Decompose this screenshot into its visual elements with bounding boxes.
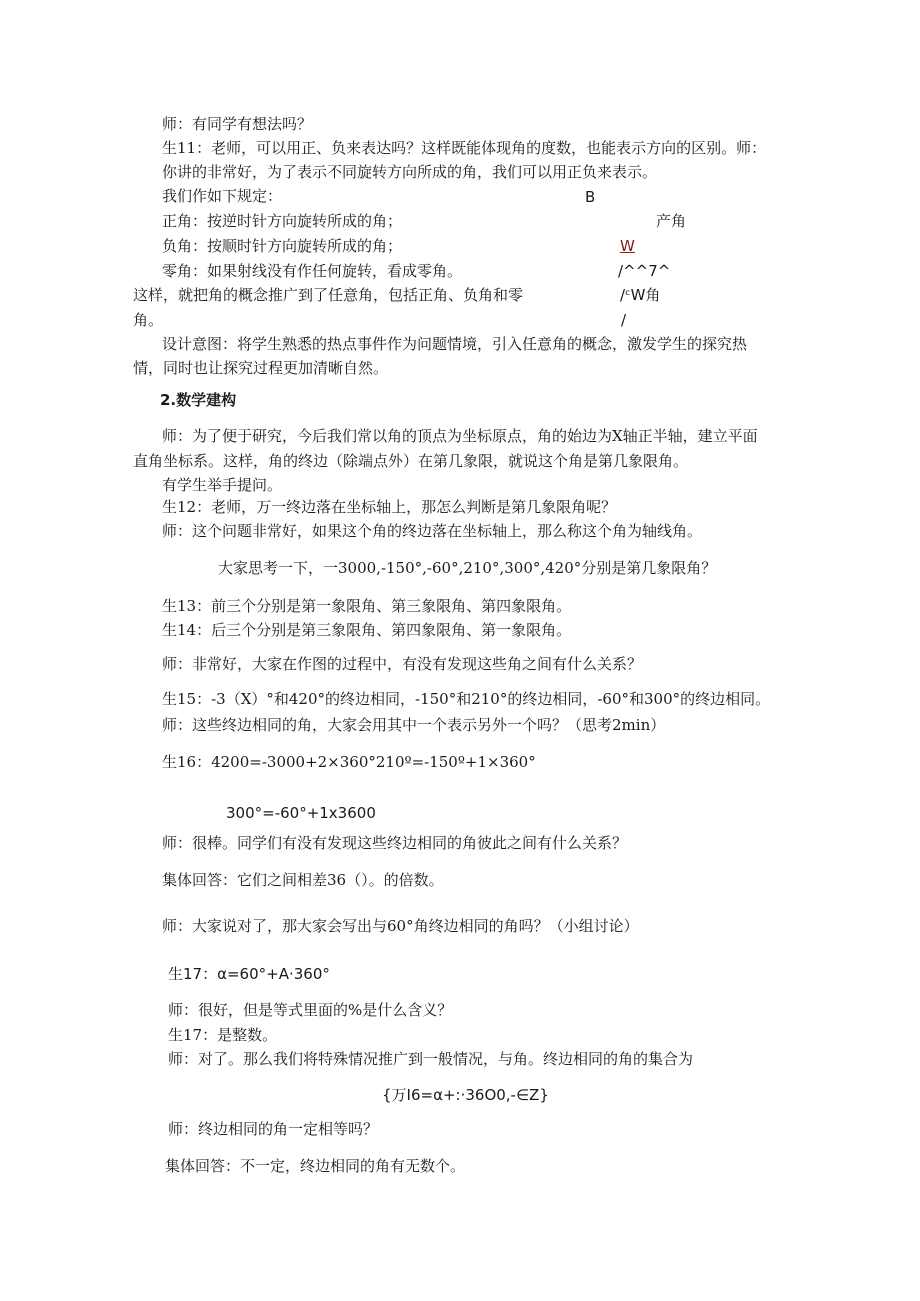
text-line: 有学生举手提问。 bbox=[162, 476, 283, 494]
text-line: 直角坐标系。这样，角的终边（除端点外）在第几象限，就说这个角是第几象限角。 bbox=[133, 452, 689, 470]
text-line: 师：很好，但是等式里面的%是什么含义？ bbox=[168, 1001, 453, 1019]
text-line: 零角：如果射线没有作任何旋转，看成零角。 bbox=[162, 262, 463, 280]
text-line: 情，同时也让探究过程更加清晰自然。 bbox=[133, 359, 389, 377]
text-line: 师：终边相同的角一定相等吗？ bbox=[168, 1120, 379, 1138]
text-line: 师：大家说对了，那大家会写出与60°角终边相同的角吗？（小组讨论） bbox=[162, 917, 639, 935]
text-line: 生15：-3（X）°和420°的终边相同，-150°和210°的终边相同，-60°和300°的终边相同。 bbox=[162, 690, 771, 708]
text-line: 师：对了。那么我们将特殊情况推广到一般情况，与角。终边相同的角的集合为 bbox=[168, 1050, 694, 1068]
figure-label-w: W bbox=[620, 237, 635, 255]
figure-label-arrow: /^^7^ bbox=[618, 262, 671, 280]
text-line: 你讲的非常好，为了表示不同旋转方向所成的角，我们可以用正负来表示。 bbox=[162, 163, 658, 181]
text-line: 生13：前三个分别是第一象限角、第三象限角、第四象限角。 bbox=[162, 597, 572, 615]
figure-label-angle: 产角 bbox=[656, 212, 687, 230]
text-line: 生14：后三个分别是第三象限角、第四象限角、第一象限角。 bbox=[162, 621, 572, 639]
text-line: 生17：是整数。 bbox=[168, 1026, 278, 1044]
formula: {万I6=α+:·36O0,-∈Z} bbox=[382, 1086, 549, 1104]
text-line: 负角：按顺时针方向旋转所成的角； bbox=[162, 237, 403, 255]
text-line: 师：非常好，大家在作图的过程中，有没有发现这些角之间有什么关系？ bbox=[162, 655, 643, 673]
text-line: 师：有同学有想法吗？ bbox=[162, 115, 313, 133]
text-line: 师：这些终边相同的角，大家会用其中一个表示另外一个吗？（思考2min） bbox=[162, 716, 666, 734]
figure-label-b: B bbox=[585, 188, 596, 206]
section-heading: 2.数学建构 bbox=[160, 391, 237, 409]
text-line: 师：这个问题非常好，如果这个角的终边落在坐标轴上，那么称这个角为轴线角。 bbox=[162, 522, 703, 540]
figure-label-slash: / bbox=[621, 311, 627, 329]
text-line: 生16：4200=-3000+2×360°210º=-150º+1×360° bbox=[162, 753, 536, 771]
text-line: 生11：老师，可以用正、负来表达吗？这样既能体现角的度数，也能表示方向的区别。师： bbox=[162, 139, 767, 157]
text-line: 300°=-60°+1x3600 bbox=[226, 804, 376, 822]
figure-label-cw: /ᶜW角 bbox=[620, 286, 661, 304]
text-line: 我们作如下规定： bbox=[162, 187, 283, 205]
text-line: 正角：按逆时针方向旋转所成的角； bbox=[162, 212, 403, 230]
text-line: 生17：α=60°+A·360° bbox=[168, 965, 330, 983]
text-line: 集体回答：不一定，终边相同的角有无数个。 bbox=[165, 1157, 466, 1175]
text-line: 师：为了便于研究，今后我们常以角的顶点为坐标原点，角的始边为X轴正半轴，建立平面 bbox=[162, 427, 758, 445]
text-line: 师：很棒。同学们有没有发现这些终边相同的角彼此之间有什么关系？ bbox=[162, 834, 628, 852]
text-line: 设计意图：将学生熟悉的热点事件作为问题情境，引入任意角的概念，激发学生的探究热 bbox=[162, 335, 748, 353]
text-line: 大家思考一下，一3000,-150°,-60°,210°,300°,420°分别是第几象限角？ bbox=[218, 559, 717, 577]
text-line: 角。 bbox=[133, 311, 164, 329]
text-line: 这样，就把角的概念推广到了任意角，包括正角、负角和零 bbox=[133, 286, 524, 304]
text-line: 集体回答：它们之间相差36（）。的倍数。 bbox=[162, 871, 444, 889]
text-line: 生12：老师，万一终边落在坐标轴上，那怎么判断是第几象限角呢？ bbox=[162, 498, 617, 516]
